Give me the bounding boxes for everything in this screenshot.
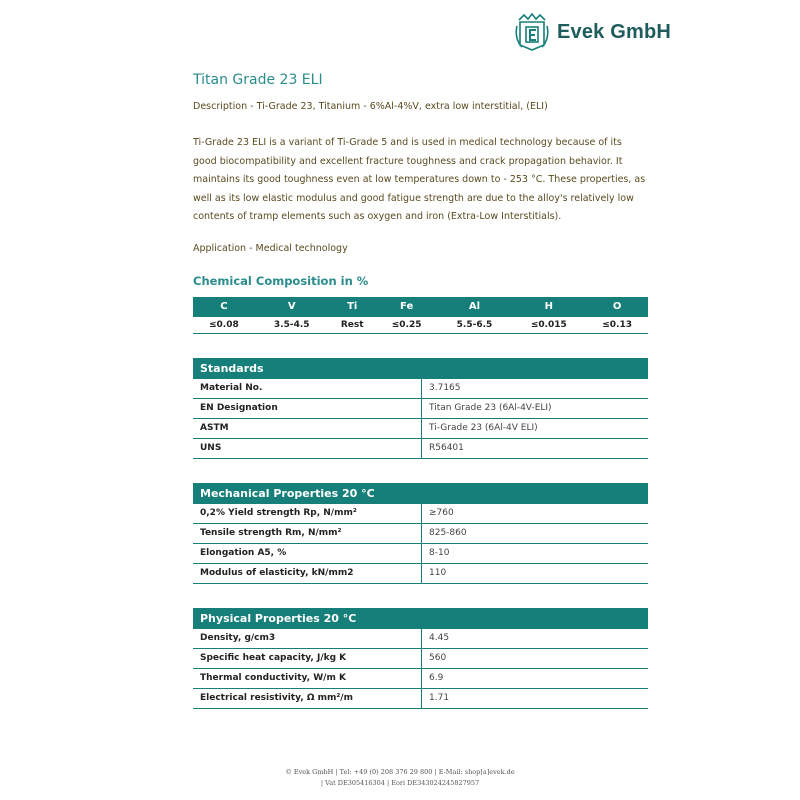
table-row — [193, 668, 648, 688]
company-logo — [515, 12, 671, 52]
footer-tax-ids: | Vat DE305416304 | Eori DE343024245827957 — [320, 779, 480, 787]
property-label: Density, g/cm3 — [193, 629, 422, 649]
physical-properties-table — [193, 608, 648, 709]
property-label: EN Designation — [193, 398, 422, 418]
composition-value: 3.5-4.5 — [255, 317, 329, 334]
page-title: Titan Grade 23 ELI — [193, 72, 323, 88]
property-value: 110 — [422, 563, 649, 583]
composition-element-header: Fe — [376, 297, 438, 317]
property-value: ≥760 — [422, 504, 649, 524]
property-label: Tensile strength Rm, N/mm² — [193, 523, 422, 543]
composition-values-row — [193, 317, 648, 334]
property-value: Ti-Grade 23 (6Al-4V ELI) — [422, 418, 649, 438]
composition-element-header: Al — [438, 297, 512, 317]
property-value: 825-860 — [422, 523, 649, 543]
property-label: Elongation A5, % — [193, 543, 422, 563]
composition-element-header: V — [255, 297, 329, 317]
property-label: Material No. — [193, 379, 422, 399]
table-row — [193, 648, 648, 668]
composition-value: 5.5-6.5 — [438, 317, 512, 334]
physical-heading: Physical Properties 20 °C — [193, 608, 648, 629]
table-row — [193, 629, 648, 649]
composition-value: ≤0.015 — [511, 317, 586, 334]
property-label: Modulus of elasticity, kN/mm2 — [193, 563, 422, 583]
table-row — [193, 438, 648, 458]
table-row — [193, 543, 648, 563]
table-row — [193, 418, 648, 438]
property-value: 8-10 — [422, 543, 649, 563]
composition-value: ≤0.13 — [586, 317, 648, 334]
property-label: Electrical resistivity, Ω mm²/m — [193, 688, 422, 708]
evek-crest-logo-icon — [515, 12, 549, 52]
composition-element-header: C — [193, 297, 255, 317]
property-value: 6.9 — [422, 668, 649, 688]
mechanical-properties-table — [193, 483, 648, 584]
table-row — [193, 523, 648, 543]
description: Description - Ti-Grade 23, Titanium - 6%Al-4%V, extra low interstitial, (ELI) — [193, 101, 548, 112]
composition-element-header: H — [511, 297, 586, 317]
application: Application - Medical technology — [193, 242, 348, 254]
property-value: 1.71 — [422, 688, 649, 708]
footer-contact: © Evek GmbH | Tel: +49 (0) 208 376 29 800 | E-Mail: shop[a]evek.de — [285, 768, 515, 776]
table-row — [193, 504, 648, 524]
property-value: R56401 — [422, 438, 649, 458]
table-row — [193, 688, 648, 708]
standards-table — [193, 358, 648, 459]
property-label: UNS — [193, 438, 422, 458]
composition-header-row — [193, 297, 648, 317]
composition-value: Rest — [329, 317, 376, 334]
property-value: 4.45 — [422, 629, 649, 649]
composition-element-header: Ti — [329, 297, 376, 317]
composition-table — [193, 297, 648, 334]
footer — [0, 767, 800, 789]
table-row — [193, 563, 648, 583]
company-name: Evek GmbH — [557, 20, 672, 43]
property-label: Thermal conductivity, W/m K — [193, 668, 422, 688]
composition-value: ≤0.08 — [193, 317, 255, 334]
table-row — [193, 398, 648, 418]
composition-element-header: O — [586, 297, 648, 317]
property-label: Specific heat capacity, J/kg K — [193, 648, 422, 668]
composition-heading: Chemical Composition in % — [193, 273, 369, 288]
main-content — [193, 72, 648, 709]
table-row — [193, 379, 648, 399]
composition-value: ≤0.25 — [376, 317, 438, 334]
property-value: Titan Grade 23 (6Al-4V-ELI) — [422, 398, 649, 418]
standards-heading: Standards — [193, 358, 648, 379]
property-label: 0,2% Yield strength Rp, N/mm² — [193, 504, 422, 524]
intro-paragraph: Ti-Grade 23 ELI is a variant of Ti-Grade 5 and is used in medical technology because of its good biocompatibility and excellent fracture toughness and crack propagation behavior. It maintains its good toughness even at low temperatures down to - 253 °C. These properties, as well as its low elastic modulus and good fatigue strength are due to the alloy's relatively low contents of tramp elements such as oxygen and iron (Extra-Low Interstitials). — [193, 137, 646, 223]
property-label: ASTM — [193, 418, 422, 438]
property-value: 3.7165 — [422, 379, 649, 399]
mechanical-heading: Mechanical Properties 20 °C — [193, 483, 648, 504]
property-value: 560 — [422, 648, 649, 668]
